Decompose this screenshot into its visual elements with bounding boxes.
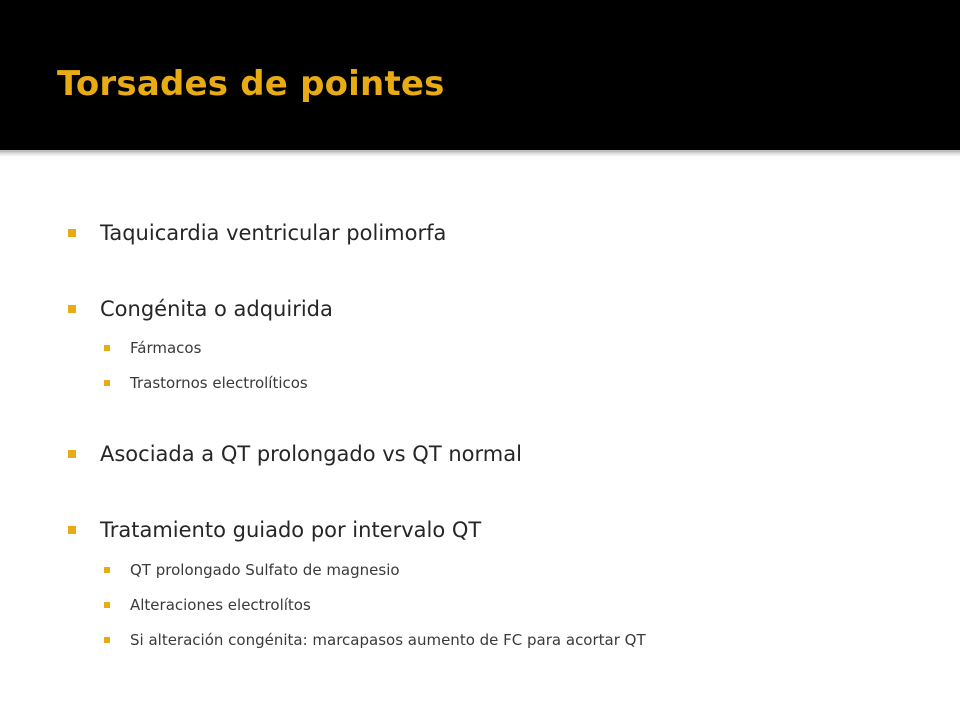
square-bullet-icon [68, 229, 76, 237]
title-bar [0, 0, 960, 150]
bullet-item [68, 514, 481, 546]
bullet-item [68, 217, 446, 249]
square-bullet-icon [104, 567, 110, 573]
slide-title: Torsades de pointes [57, 64, 445, 104]
sub-bullet-text: QT prolongado Sulfato de magnesio [130, 561, 400, 579]
square-bullet-icon [104, 602, 110, 608]
square-bullet-icon [104, 380, 110, 386]
title-divider-line [0, 150, 960, 152]
square-bullet-icon [68, 450, 76, 458]
bullet-item [68, 293, 333, 325]
bullet-text: Tratamiento guiado por intervalo QT [100, 518, 482, 542]
sub-bullet-item [104, 593, 311, 617]
sub-bullet-item [104, 336, 201, 360]
square-bullet-icon [104, 345, 110, 351]
square-bullet-icon [68, 526, 76, 534]
bullet-text: Taquicardia ventricular polimorfa [100, 221, 447, 245]
sub-bullet-text: Trastornos electrolíticos [130, 374, 308, 392]
square-bullet-icon [104, 637, 110, 643]
sub-bullet-text: Alteraciones electrolítos [130, 596, 311, 614]
bullet-item [68, 438, 522, 470]
sub-bullet-item [104, 371, 308, 395]
sub-bullet-item [104, 558, 400, 582]
sub-bullet-text: Si alteración congénita: marcapasos aumento de FC para acortar QT [130, 631, 646, 649]
bullet-text: Congénita o adquirida [100, 297, 333, 321]
bullet-text: Asociada a QT prolongado vs QT normal [100, 442, 522, 466]
square-bullet-icon [68, 305, 76, 313]
sub-bullet-item [104, 628, 646, 652]
sub-bullet-text: Fármacos [130, 339, 202, 357]
